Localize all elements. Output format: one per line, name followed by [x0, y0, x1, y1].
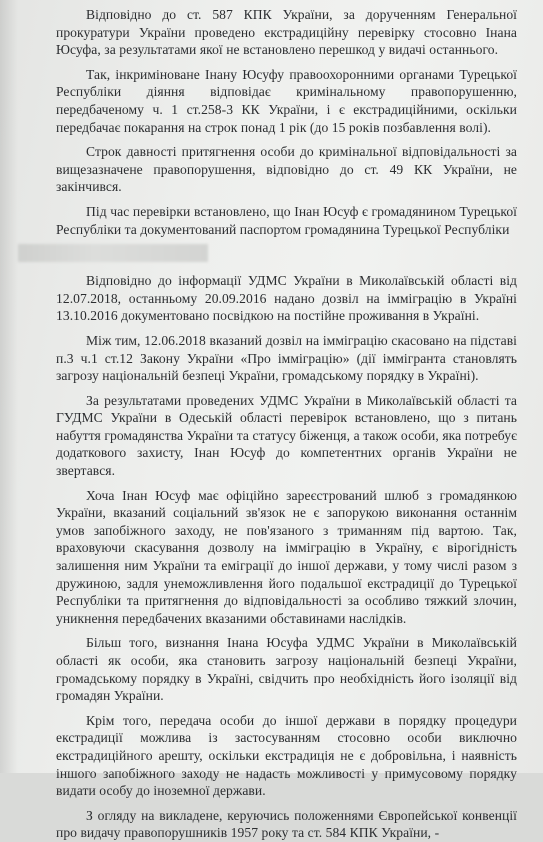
- paragraph-immigration-permit: Відповідно до інформації УДМС України в Миколаївській області від 12.07.2018, останньому 20.09.2016 надано дозвіл на імміграцію в Україні 13.10.2016 документовано посвідкою на постійне проживання в Україні.: [56, 273, 517, 324]
- page-shadow: [0, 0, 18, 773]
- paragraph-conclusion: З огляду на викладене, керуючись положеннями Європейської конвенції про видачу правопорушників 1957 року та ст. 584 КПК України, -: [56, 807, 517, 841]
- paragraph-checks-results: За результатами проведених УДМС України в Миколаївській області та ГУДМС України в Одеській області перевірок встановлено, що з питань набуття громадянства України та статусу біженця, а також особи, яка потребує додаткового захисту, Інан Юсуф до компетентних органів України не звертався.: [56, 392, 517, 479]
- paragraph-citizenship: Під час перевірки встановлено, що Інан Юсуф є громадянином Турецької Республіки та документований паспортом громадянина Турецької Республіки: [56, 203, 517, 237]
- paragraph-security-threat: Більш того, визнання Інана Юсуфа УДМС України в Миколаївській області як особи, яка становить загрозу національній безпеці України, громадському порядку в Україні, свідчить про необхідність його ізоляції від громадян України.: [56, 635, 517, 704]
- paragraph-extradition-check: Відповідно до ст. 587 КПК України, за дорученням Генеральної прокуратури України проведено екстрадиційну перевірку стосовно Інана Юсуфа, за результатами якої не встановлено перешкод у видачі останнього.: [56, 7, 517, 58]
- paragraph-marriage: Хоча Інан Юсуф має офіційно зареєстрований шлюб з громадянкою України, вказаний соціальний зв'язок не є запорукою виконання останнім умов запобіжного заходу, не пов'язаного з триманням під вартою. Так, враховуючи скасування дозволу на імміграцію в Україну, є вірогідність залишення ним України та еміграції до іншої держави, у тому числі разом з дружиною, задля унеможливлення його подальшої екстрадиції до Турецької Республіки та притягнення до відповідальності за особливо тяжкий злочин, уникнення передбачених вказаними обставинами наслідків.: [56, 487, 517, 626]
- paragraph-charges: Так, інкриміноване Інану Юсуфу правоохоронними органами Турецької Республіки діяння відповідає кримінальному правопорушенню, передбаченому ч. 1 ст.258-3 КК України, і є екстрадиційними, оскільки передбачає покарання на строк понад 1 рік (до 15 років позбавлення волі).: [56, 66, 517, 135]
- paragraph-extradition-arrest: Крім того, передача особи до іншої держави в порядку процедури екстрадиції можлива із застосуванням стосовно особи виключно екстрадиційного арешту, оскільки екстрадиція не є добровільна, і наявність іншого запобіжного заходу не надасть можливості у примусовому порядку видати особу до іноземної держави.: [56, 712, 517, 799]
- paragraph-limitation-period: Строк давності притягнення особи до кримінальної відповідальності за вищезазначене правопорушення, відповідно до ст. 49 КК України, не закінчився.: [56, 144, 517, 195]
- paragraph-permit-revoked: Між тим, 12.06.2018 вказаний дозвіл на імміграцію скасовано на підставі п.3 ч.1 ст.12 Закону України «Про імміграцію» (дії іммігранта становлять загрозу національній безпеці України, громадському порядку в Україні).: [56, 332, 517, 384]
- redacted-text: [18, 244, 208, 262]
